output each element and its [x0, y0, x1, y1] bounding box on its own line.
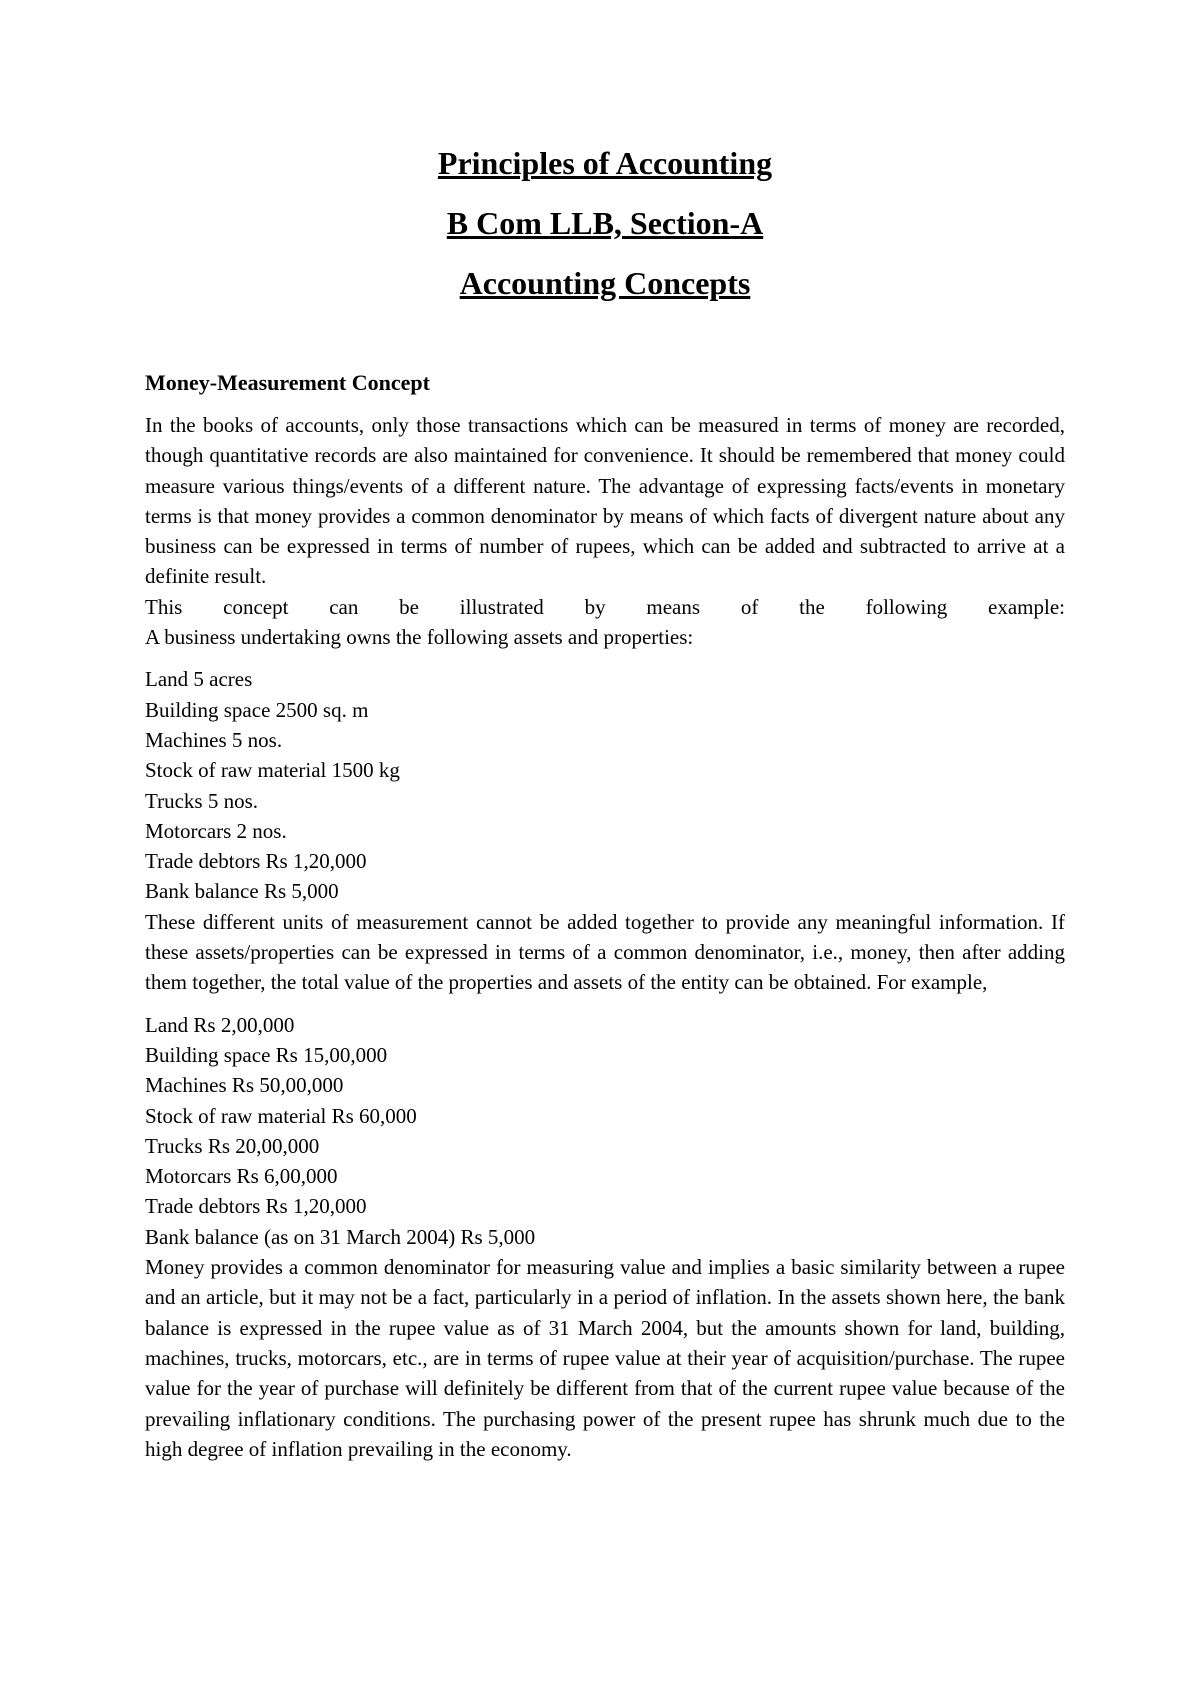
intro-paragraph: In the books of accounts, only those transactions which can be measured in terms of money are recorded, though quantitative records are also maintained for convenience. It should be remembered that money could measure various things/events of a different nature. The advantage of expressing facts/events in monetary terms is that money provides a common denominator by means of which facts of divergent nature about any business can be expressed in terms of number of rupees, which can be added and subtracted to arrive at a definite result.: [145, 413, 1065, 589]
list-item: Motorcars 2 nos.: [145, 818, 287, 843]
list-item: Building space 2500 sq. m: [145, 697, 369, 722]
list-item: Stock of raw material 1500 kg: [145, 758, 400, 783]
list-item: Stock of raw material Rs 60,000: [145, 1103, 417, 1128]
list-item: Trucks Rs 20,00,000: [145, 1133, 320, 1158]
list-item: Machines Rs 50,00,000: [145, 1073, 344, 1098]
document-page: [145, 146, 1065, 1464]
units-explanation-paragraph: These different units of measurement cannot be added together to provide any meaningful information. If these assets/properties can be expressed in terms of a common denominator, i.e., money, then after adding them together, the total value of the properties and assets of the entity can be obtained. For example,: [145, 909, 1065, 995]
document-title: Principles of Accounting: [437, 145, 773, 181]
topic-title: Accounting Concepts: [459, 265, 751, 301]
list-item: Motorcars Rs 6,00,000: [145, 1164, 338, 1189]
list-item: Trade debtors Rs 1,20,000: [145, 1194, 367, 1219]
list-item: Trade debtors Rs 1,20,000: [145, 849, 367, 874]
asset-rupee-list: [145, 1010, 1065, 1252]
list-item: Building space Rs 15,00,000: [145, 1042, 388, 1067]
section-heading: Money-Measurement Concept: [145, 370, 430, 395]
assets-intro-line: A business undertaking owns the following assets and properties:: [145, 625, 694, 650]
example-intro-line: This concept can be illustrated by means of the following example:: [145, 594, 1065, 619]
list-item: Land Rs 2,00,000: [145, 1012, 295, 1037]
list-item: Bank balance Rs 5,000: [145, 879, 339, 904]
list-item: Bank balance (as on 31 March 2004) Rs 5,000: [145, 1224, 536, 1249]
list-item: Trucks 5 nos.: [145, 788, 258, 813]
asset-units-list: [145, 664, 1065, 906]
list-item: Land 5 acres: [145, 667, 253, 692]
inflation-paragraph: Money provides a common denominator for measuring value and implies a basic similarity between a rupee and an article, but it may not be a fact, particularly in a period of inflation. In the assets shown here, the bank balance is expressed in the rupee value as of 31 March 2004, but the amounts shown for land, building, machines, trucks, motorcars, etc., are in terms of rupee value at their year of acquisition/purchase. The rupee value for the year of purchase will definitely be different from that of the current rupee value because of the prevailing inflationary conditions. The purchasing power of the present rupee has shrunk much due to the high degree of inflation prevailing in the economy.: [145, 1255, 1065, 1461]
course-subtitle: B Com LLB, Section-A: [446, 205, 764, 241]
list-item: Machines 5 nos.: [145, 727, 283, 752]
